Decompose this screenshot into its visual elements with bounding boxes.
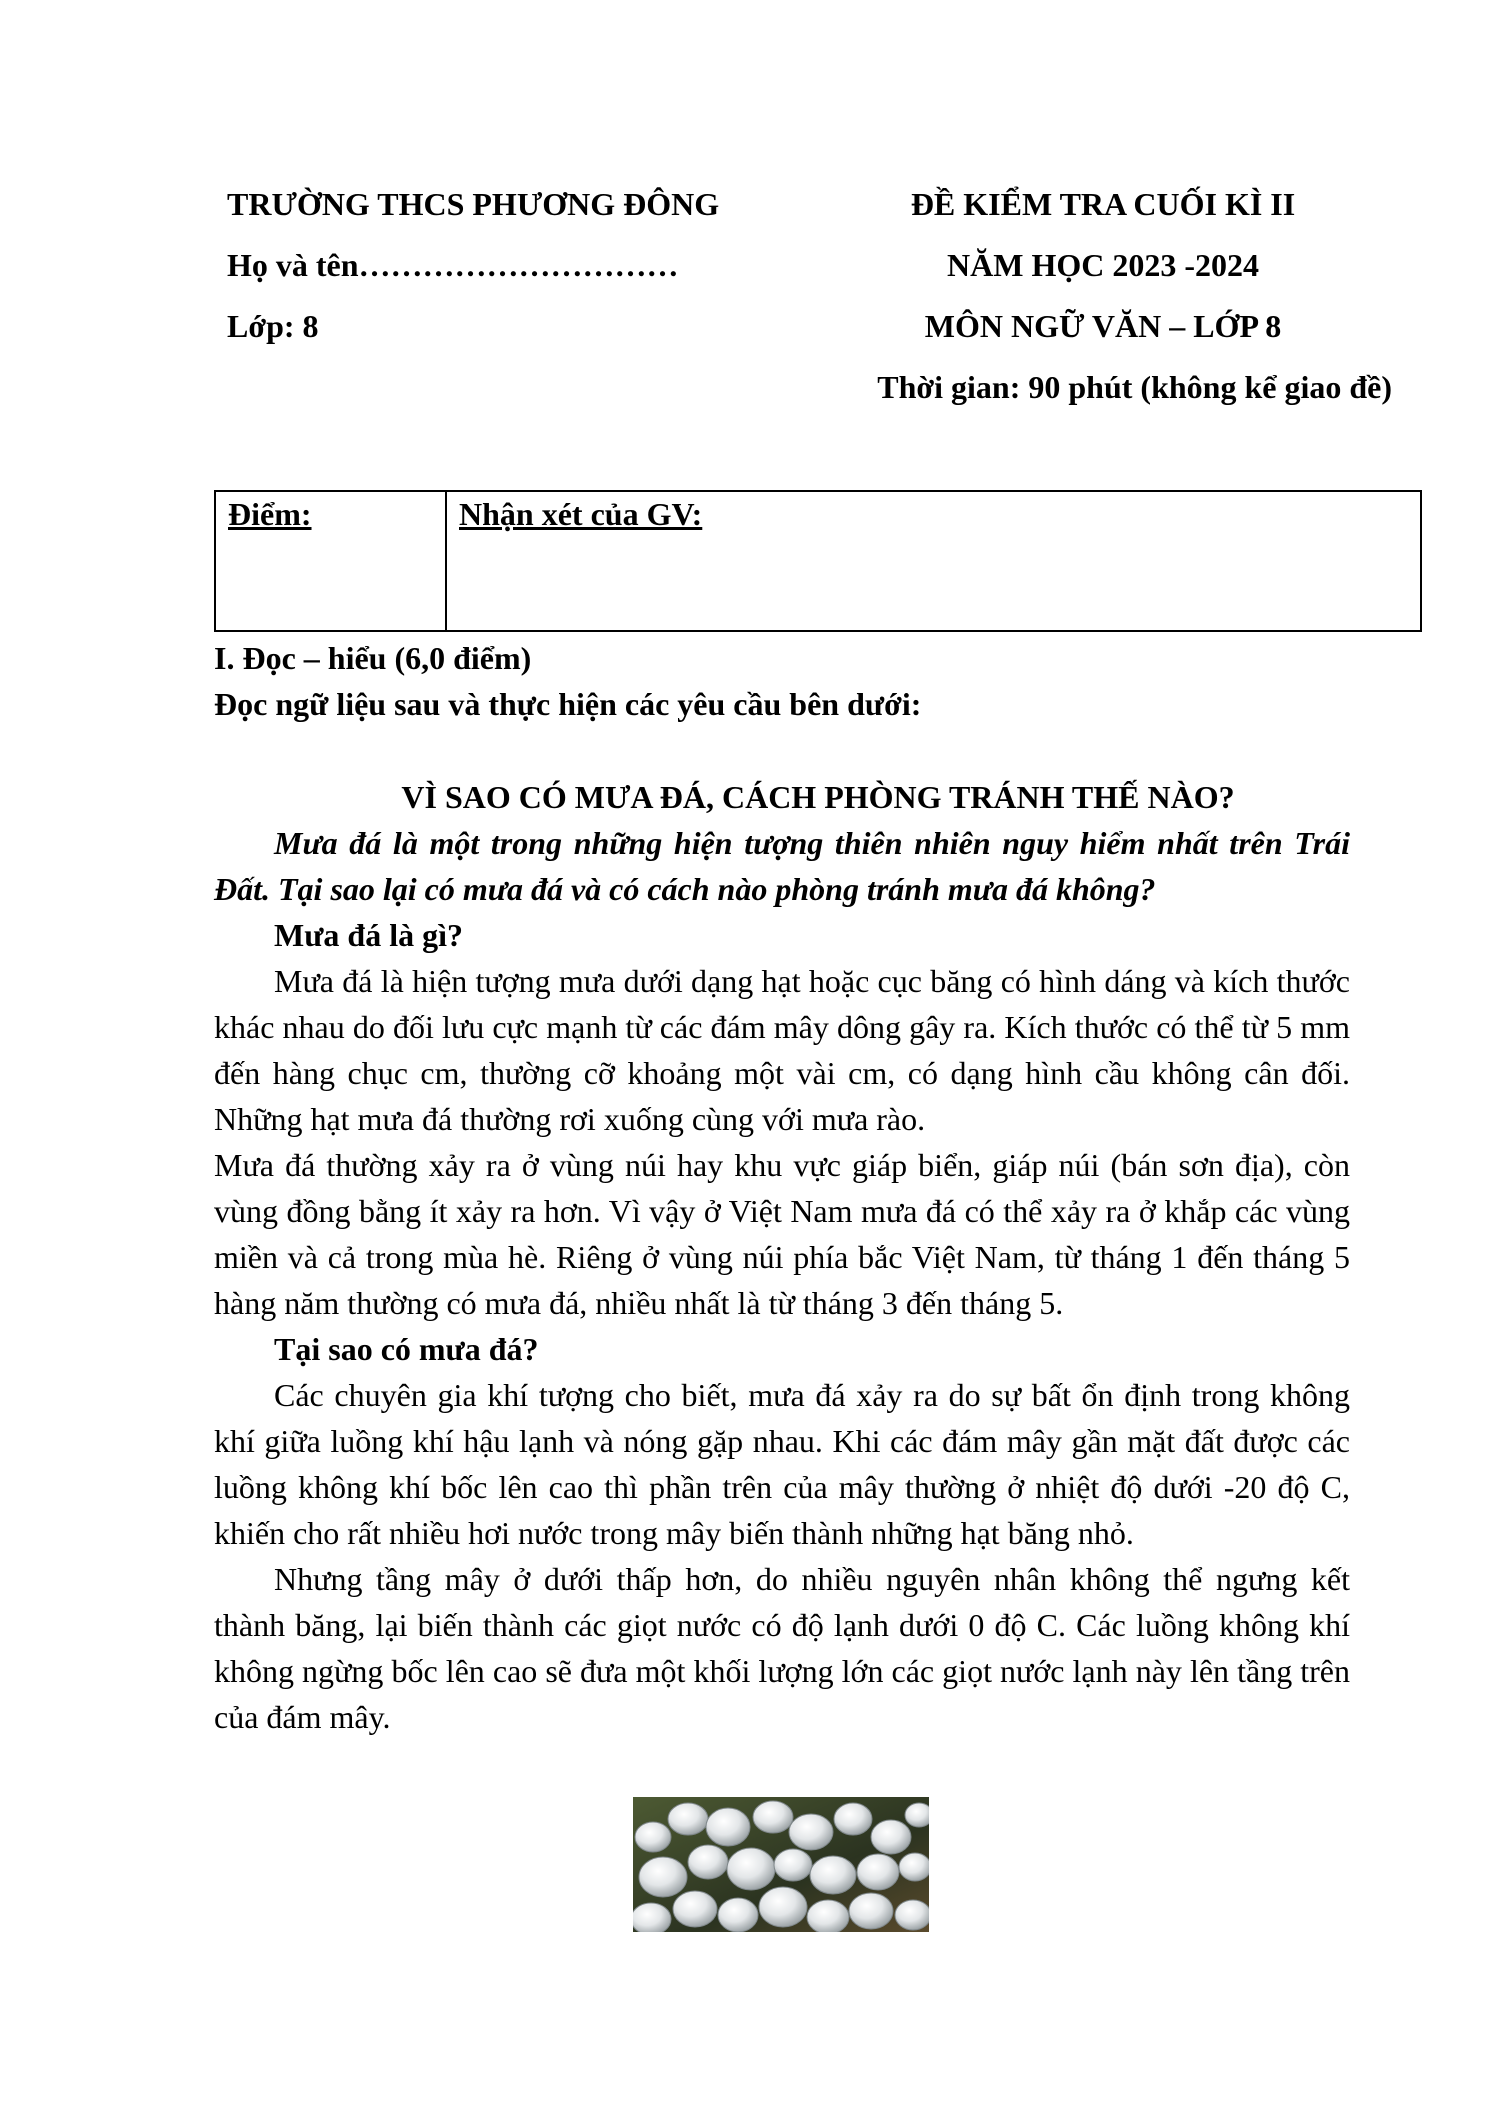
hailstones-photo-icon xyxy=(633,1797,929,1932)
class-line: Lớp: 8 xyxy=(227,308,319,344)
section-instruction: Đọc ngữ liệu sau và thực hiện các yêu cầu bên dưới: xyxy=(214,686,922,722)
article-title: VÌ SAO CÓ MƯA ĐÁ, CÁCH PHÒNG TRÁNH THẾ NÀO? xyxy=(401,779,1235,815)
score-cell[interactable] xyxy=(216,492,447,630)
school-year: NĂM HỌC 2023 -2024 xyxy=(947,247,1259,283)
paragraph-4: Nhưng tầng mây ở dưới thấp hơn, do nhiều nguyên nhân không thể ngưng kết thành băng, lại biến thành các giọt nước có độ lạnh dưới 0 độ C. Các luồng không khí không ngừng bốc lên cao sẽ đưa một khối lượng lớn các giọt nước lạnh này lên tầng trên của đám mây. xyxy=(214,1561,1350,1735)
duration-line: Thời gian: 90 phút (không kể giao đề) xyxy=(877,369,1392,405)
subject-line: MÔN NGỮ VĂN – LỚP 8 xyxy=(924,308,1282,344)
score-label: Điểm: xyxy=(228,496,312,532)
teacher-comment-cell[interactable] xyxy=(447,492,1420,630)
subhead-why-hail: Tại sao có mưa đá? xyxy=(274,1331,539,1367)
article-body xyxy=(214,820,1350,1740)
article-intro: Mưa đá là một trong những hiện tượng thiên nhiên nguy hiểm nhất trên Trái Đất. Tại sao lại có mưa đá và có cách nào phòng tránh mưa đá không? xyxy=(214,825,1350,907)
paragraph-1: Mưa đá là hiện tượng mưa dưới dạng hạt hoặc cục băng có hình dáng và kích thước khác nhau do đối lưu cực mạnh từ các đám mây dông gây ra. Kích thước có thể từ 5 mm đến hàng chục cm, thường cỡ khoảng một vài cm, có dạng hình cầu không cân đối. Những hạt mưa đá thường rơi xuống cùng với mưa rào. xyxy=(214,963,1350,1137)
grade-box xyxy=(214,490,1422,632)
paragraph-3: Các chuyên gia khí tượng cho biết, mưa đá xảy ra do sự bất ổn định trong không khí giữa luồng khí hậu lạnh và nóng gặp nhau. Khi các đám mây gần mặt đất được các luồng không khí bốc lên cao thì phần trên của mây thường ở nhiệt độ dưới -20 độ C, khiến cho rất nhiều hơi nước trong mây biến thành những hạt băng nhỏ. xyxy=(214,1377,1350,1551)
section-heading: I. Đọc – hiểu (6,0 điểm) xyxy=(214,640,532,676)
school-name: TRƯỜNG THCS PHƯƠNG ĐÔNG xyxy=(227,186,720,222)
student-name-line: Họ và tên………………………… xyxy=(227,247,679,283)
comment-label: Nhận xét của GV: xyxy=(459,496,703,532)
paragraph-2: Mưa đá thường xảy ra ở vùng núi hay khu vực giáp biển, giáp núi (bán sơn địa), còn vùng đồng bằng ít xảy ra hơn. Vì vậy ở Việt Nam mưa đá có thể xảy ra ở khắp các vùng miền và cả trong mùa hè. Riêng ở vùng núi phía bắc Việt Nam, từ tháng 1 đến tháng 5 hàng năm thường có mưa đá, nhiều nhất là từ tháng 3 đến tháng 5. xyxy=(214,1147,1350,1321)
subhead-what-is-hail: Mưa đá là gì? xyxy=(274,917,463,953)
exam-title: ĐỀ KIỂM TRA CUỐI KÌ II xyxy=(910,186,1296,222)
